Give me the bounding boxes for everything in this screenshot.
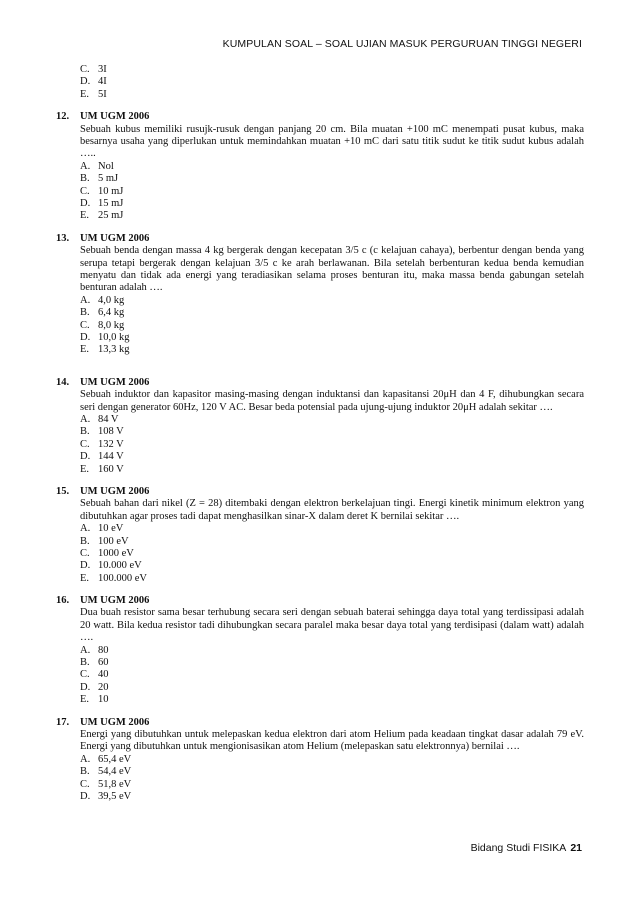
option	[80, 414, 584, 426]
question-number: 16.	[56, 595, 70, 607]
option-text: 4I	[98, 76, 107, 88]
question-source: UM UGM 2006	[80, 232, 150, 244]
continued-options	[56, 64, 584, 101]
question-stem: Energi yang dibutuhkan untuk melepaskan kedua elektron dari atom Helium pada keadaan tingkat dasar adalah 79 eV. Energi yang dibutuhkan untuk mengionisasikan atom Helium (melepaskan satu elektronnya) bernilai ….	[80, 729, 584, 753]
question-stem: Sebuah benda dengan massa 4 kg bergerak dengan kecepatan 3/5 c (c kelajuan cahaya), berbentur dengan benda yang serupa tetapi bergerak dengan kelajuan 3/5 c ke arah berlawanan. Bila setelah berbenturan kedua benda kemudian menyatu dan tidak ada energi yang teradiasikan selama proses benturan itu, maka massa benda gabungan setelah benturan adalah ….	[80, 245, 584, 294]
question-body	[56, 729, 584, 803]
option-text: 39,5 eV	[98, 791, 132, 803]
question-header	[56, 486, 584, 498]
option-letter: D.	[80, 197, 91, 209]
option	[80, 560, 584, 572]
question-header	[56, 111, 584, 123]
option-letter: A.	[80, 753, 91, 765]
option	[80, 464, 584, 476]
option	[80, 332, 584, 344]
option-letter: D.	[80, 560, 91, 572]
option-letter: B.	[80, 766, 90, 778]
option-text: 100.000 eV	[98, 572, 147, 584]
question-body	[56, 607, 584, 706]
question-source: UM UGM 2006	[80, 376, 150, 388]
question-source: UM UGM 2006	[80, 595, 150, 607]
question-header	[56, 717, 584, 729]
page-number: 21	[570, 842, 582, 854]
option-letter: A.	[80, 413, 91, 425]
option-letter: B.	[80, 657, 90, 669]
option-letter: A.	[80, 644, 91, 656]
option	[80, 426, 584, 438]
option-letter: C.	[80, 64, 90, 75]
option-letter: E.	[80, 344, 90, 356]
option-letter: B.	[80, 535, 90, 547]
option-text: 15 mJ	[98, 197, 124, 209]
question-source: UM UGM 2006	[80, 111, 150, 123]
option	[80, 791, 584, 803]
option-text: 8,0 kg	[98, 319, 125, 331]
option-text: 10 mJ	[98, 185, 124, 197]
option-text: 10 eV	[98, 523, 124, 535]
question-list	[56, 111, 584, 803]
option-letter: E.	[80, 463, 90, 475]
option-letter: C.	[80, 778, 90, 790]
option	[80, 669, 584, 681]
question-body	[56, 124, 584, 223]
option-text: 10	[98, 694, 109, 706]
question-body	[56, 498, 584, 585]
option-text: 132 V	[98, 438, 124, 450]
option	[80, 451, 584, 463]
option	[80, 307, 584, 319]
question-body	[56, 389, 584, 476]
option-letter: D.	[80, 451, 91, 463]
option-text: 84 V	[98, 413, 119, 425]
question-body	[56, 245, 584, 357]
option	[80, 89, 584, 101]
option-text: Nol	[98, 160, 114, 172]
option	[80, 439, 584, 451]
option-letter: C.	[80, 185, 90, 197]
question-stem: Sebuah induktor dan kapasitor masing-masing dengan induktansi dan kapasitansi 20μH dan 4 F, dihubungkan secara seri dengan generator 60Hz, 120 V AC. Besar beda potensial pada ujung-ujung induktor 20μH adalah sekitar ….	[80, 389, 584, 413]
question-header	[56, 377, 584, 389]
option-letter: A.	[80, 523, 91, 535]
option	[80, 536, 584, 548]
option-letter: D.	[80, 791, 91, 803]
question	[56, 486, 584, 585]
option-text: 5 mJ	[98, 173, 119, 185]
question	[56, 111, 584, 223]
footer-label: Bidang Studi FISIKA	[470, 842, 567, 854]
question-stem: Sebuah bahan dari nikel (Z = 28) ditembaki dengan elektron berkelajuan tingi. Energi kinetik minimum elektron yang dibutuhkan agar proses tadi dapat menghasilkan sinar-X dalam deret K bernilai sekitar ….	[80, 498, 584, 522]
option-text: 100 eV	[98, 535, 129, 547]
question-source: UM UGM 2006	[80, 485, 150, 497]
option-text: 5I	[98, 88, 107, 100]
option-letter: C.	[80, 319, 90, 331]
option	[80, 682, 584, 694]
option-text: 40	[98, 669, 109, 681]
option	[80, 573, 584, 585]
page-footer	[471, 842, 582, 854]
option	[80, 694, 584, 706]
question-header	[56, 233, 584, 245]
question-number: 13.	[56, 232, 70, 244]
option	[80, 76, 584, 88]
option	[80, 186, 584, 198]
option	[80, 210, 584, 222]
option	[80, 779, 584, 791]
option	[80, 645, 584, 657]
option	[80, 295, 584, 307]
option-letter: C.	[80, 438, 90, 450]
question-source: UM UGM 2006	[80, 716, 150, 728]
question-stem: Sebuah kubus memiliki rusujk-rusuk dengan panjang 20 cm. Bila muatan +100 mC menempati pusat kubus, maka besarnya usaha yang diperlukan untuk memindahkan muatan +10 mC dari satu titik sudut ke titik sudut kubus adalah …..	[80, 123, 584, 160]
question	[56, 595, 584, 707]
option-letter: B.	[80, 307, 90, 319]
question	[56, 717, 584, 804]
page-header-title: KUMPULAN SOAL – SOAL UJIAN MASUK PERGURUAN TINGGI NEGERI	[222, 38, 582, 50]
option-text: 65,4 eV	[98, 753, 132, 765]
question-number: 17.	[56, 716, 70, 728]
option-letter: D.	[80, 681, 91, 693]
option-letter: E.	[80, 572, 90, 584]
option-text: 80	[98, 644, 109, 656]
option	[80, 754, 584, 766]
option-letter: C.	[80, 669, 90, 681]
option-letter: A.	[80, 160, 91, 172]
option	[80, 344, 584, 356]
option-text: 10.000 eV	[98, 560, 142, 572]
option-text: 20	[98, 681, 109, 693]
question	[56, 233, 584, 357]
option-letter: D.	[80, 331, 91, 343]
option	[80, 320, 584, 332]
option	[80, 657, 584, 669]
question-number: 15.	[56, 485, 70, 497]
option-letter: C.	[80, 547, 90, 559]
option-letter: E.	[80, 88, 90, 100]
option	[80, 766, 584, 778]
option-text: 13,3 kg	[98, 344, 130, 356]
option	[80, 173, 584, 185]
option-text: 4,0 kg	[98, 294, 125, 306]
option-text: 3I	[98, 64, 107, 75]
option-text: 60	[98, 657, 109, 669]
option-text: 54,4 eV	[98, 766, 132, 778]
option	[80, 198, 584, 210]
page-content	[56, 64, 584, 803]
option-text: 6,4 kg	[98, 307, 125, 319]
option-letter: A.	[80, 294, 91, 306]
option-text: 160 V	[98, 463, 124, 475]
option	[80, 523, 584, 535]
option-text: 144 V	[98, 451, 124, 463]
question-header	[56, 595, 584, 607]
option	[80, 548, 584, 560]
question-number: 12.	[56, 111, 70, 123]
option-letter: D.	[80, 76, 91, 88]
option-text: 25 mJ	[98, 210, 124, 222]
option-text: 51,8 eV	[98, 778, 132, 790]
option	[80, 161, 584, 173]
option	[80, 64, 584, 76]
option-letter: B.	[80, 426, 90, 438]
option-letter: E.	[80, 694, 90, 706]
question	[56, 377, 584, 476]
option-letter: B.	[80, 173, 90, 185]
option-letter: E.	[80, 210, 90, 222]
option-text: 1000 eV	[98, 547, 134, 559]
question-stem: Dua buah resistor sama besar terhubung secara seri dengan sebuah baterai sehingga daya total yang terdissipasi adalah 20 watt. Bila kedua resistor tadi dihubungkan secara paralel maka besar daya total yang terdisipasi (dalam watt) adalah ….	[80, 607, 584, 644]
option-text: 108 V	[98, 426, 124, 438]
question-number: 14.	[56, 376, 70, 388]
option-text: 10,0 kg	[98, 331, 130, 343]
